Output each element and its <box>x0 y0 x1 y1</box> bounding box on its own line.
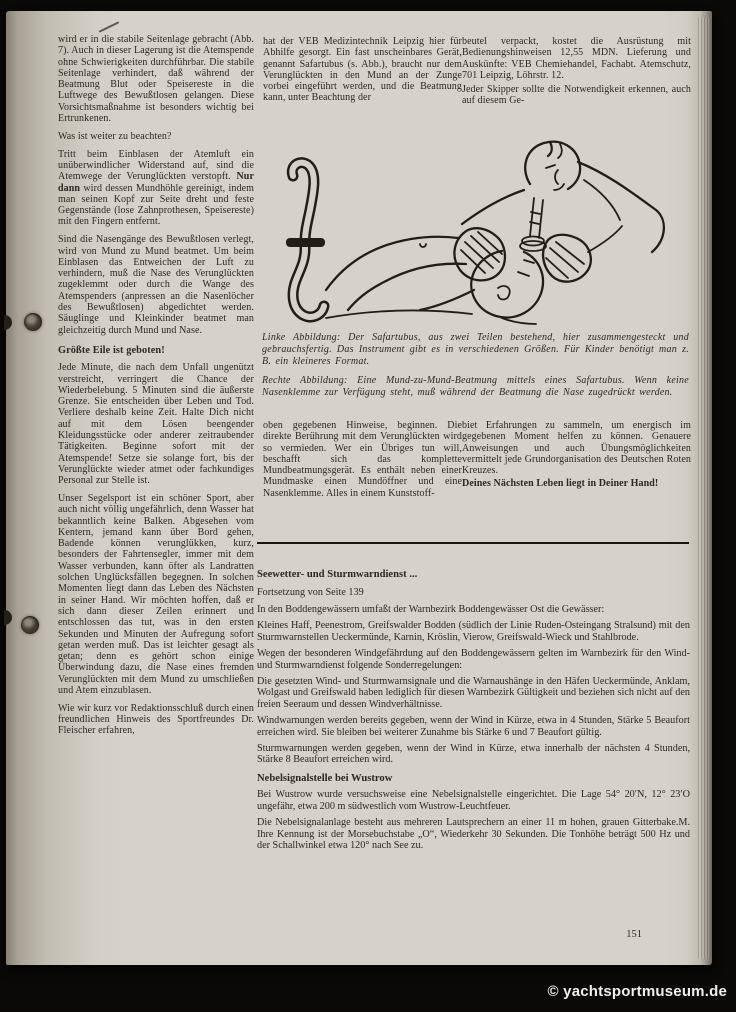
tube-illustration <box>286 163 325 317</box>
paragraph-veb: hat der VEB Medizintechnik Leipzig hier für Abhilfe gesorgt. Ein fast unscheinbares Gerät, genannt Safartubus (s. Abb.), braucht nur dem Verunglückten in den Mund an der Zunge vorbei eingeführt werden, und die Beatmung kann, unter Beachtung der <box>263 36 462 104</box>
airway-post: wird dessen Mundhöhle gereinigt, indem man seinen Kopf zur Seite dreht und feste Gegenstände (lose Zahnprothesen, Speisereste) mit den Fingern entfernt. <box>58 182 254 228</box>
paragraph: Kleines Haff, Peenestrom, Greifswalder Bodden (südlich der Linie Ruden-Osteingang Stralsund) mit den Sturmwarnstellen Ueckermünde, Karnin, Kröslin, Vierow, Greifswald-Wieck und Stahlbrode. <box>257 620 690 643</box>
heading-urgency: Größte Eile ist geboten! <box>58 344 165 356</box>
author-initial: M. <box>678 817 690 829</box>
paragraph-kit: beutel verpackt, kostet die Ausrüstung mit Bedienungshinweisen 12,55 MDN. Lieferung und Auskünfte: VEB Chemiehandel, Fachabt. Atemschutz, 701 Leipzig, Löhrstr. 12. <box>462 36 691 81</box>
caption-right-figure: Rechte Abbildung: Eine Mund-zu-Mund-Beatmung mittels eines Safartubus. Wenn keine Nasenklemme zur Verfügung steht, muß während der Beatmung die Nase zugedrückt werden. <box>262 374 689 398</box>
resuscitation-illustration <box>262 140 687 326</box>
paragraph-device: oben gegebenen Hinweise, beginnen. Die direkte Berührung mit dem Verunglückten wird so vermieden. Wer ein Übriges tun will, beschafft sich das komplette Mundbeatmungsgerät. Es enthält neben einer Mundmaske einen Mundöffner und eine Nasenklemme. Alles in einem Kunststoff- <box>263 420 462 499</box>
paragraph-urgency: Jede Minute, die nach dem Unfall ungenützt verstreicht, verringert die Chance der Wiederbelebung. 5 Minuten sind die äußerste Grenze. Sie entscheiden über Leben und Tod. Verliere deshalb keine Zeit. Halte Dich nicht auf mit dem Lösen beengender Kleidungsstücke oder anderer zeitraubender Tätigkeiten. Beginne sofort mit der Atemspende! Setze sie solange fort, bis der Verunglückte wieder atmet oder fachkundiges Personal zur Stelle ist. <box>58 362 254 487</box>
watermark: © yachtsportmuseum.de <box>547 983 727 1000</box>
middle-column-bottom <box>263 420 462 506</box>
binder-hole-bottom <box>21 616 39 634</box>
safartubus-drawing <box>262 140 687 326</box>
middle-column-top <box>263 36 462 110</box>
paragraph-nose: Sind die Nasengänge des Bewußtlosen verlegt, wird von Mund zu Mund beatmet. Um beim Einblasen das Entweichen der Luft zu verhindern, muß die Nase des Verunglückten zugeklemmt oder durch die Wange des Atemspenders (anpressen an die Nasenlöcher des Bewußtlosen) abgedichtet werden. Säuglinge und Kleinkinder beatmet man gleichzeitig durch Mund und Nase. <box>58 234 254 336</box>
paragraph: Die gesetzten Wind- und Sturmwarnsignale und die Warnaushänge in den Häfen Ueckermünde, Anklam, Wolgast und Greifswald haben lediglich für diesen Warnbezirk Gültigkeit und beziehen sich nicht auf den freien Seeraum und dessen Windverhältnisse. <box>257 675 690 710</box>
binder-hole-top <box>24 313 42 331</box>
paragraph-skipper: Jeder Skipper sollte die Notwendigkeit erkennen, auch auf diesem Ge- <box>462 84 691 107</box>
sea-weather-section <box>257 569 690 856</box>
paragraph-with-author <box>257 817 690 852</box>
paragraph: Sturmwarnungen werden gegeben, wenn der Wind in Kürze, etwa innerhalb der nächsten 4 Stunden, Stärke 8 Beaufort erreichen wird. <box>257 742 690 766</box>
paragraph-appeal: Deines Nächsten Leben liegt in Deiner Hand! <box>462 478 659 490</box>
airway-pre: Tritt beim Einblasen der Atemluft ein unüberwindlicher Widerstand auf, sind die Atemwege der Verunglückten verstopft. <box>58 148 254 183</box>
heading-fog-signal: Nebelsignalstelle bei Wustrow <box>257 772 393 784</box>
figure-captions <box>262 332 689 406</box>
figures-sketch <box>326 142 664 324</box>
paragraph-text: Die Nebelsignalanlage besteht aus mehreren Lautsprechern an einer 11 m hohen, grauen Gitterbake. Ihre Kennung ist der Morsebuchstabe „O“, Wiederkehr 30 Sekunden. Die Tonhöhe beträgt 500 Hz und der Schallwinkel etwa 120° nach See zu. <box>257 817 690 852</box>
paragraph-sailing: Unser Segelsport ist ein schöner Sport, aber auch nicht völlig ungefährlich, denn Wasser hat bekanntlich keine Balken. Abgesehen vom Kentern, jemand kann über Bord gehen, Badende können verunglükken, kurz, besonders der Fahrtensegler, immer mit dem Wasser verbunden, kann öfter als Landratten solchen Unglücksfällen begegnen. In solchen Momenten liegt dann das Leben des Nächsten in seiner Hand. Wir möchten hoffen, daß er sich dann dieser Zeilen erinnert und entschlossen das tut, was in den ersten Sekunden und Minuten der Aufregung sofort getan werden muß. Das ist leichter gesagt als getan; denn es gehört schon einige Überwindung dazu, die Nase eines fremden Verunglückten mit dem Mund zu umschließen und Atem einzublasen. <box>58 492 254 697</box>
page-number: 151 <box>626 929 642 940</box>
paragraph: Bei Wustrow wurde versuchsweise eine Nebelsignalstelle eingerichtet. Die Lage 54° 20′N, 12° 23′O ungefähr, etwa 200 m südwestlich vom Wustrow-Leuchtfeuer. <box>257 789 690 812</box>
airway-emphasis: Nur dann <box>58 171 254 194</box>
paragraph: Wegen der besonderen Windgefährdung auf den Boddengewässern gelten im Warnbezirk für den Wind- und Sturmwarndienst folgende Sonderregelungen: <box>257 647 690 671</box>
page-stack-edge <box>698 17 709 959</box>
paragraph: wird er in die stabile Seitenlage gebracht (Abb. 7). Auch in dieser Lagerung ist die Atemspende ohne Schwierigkeiten durchführbar. Die stabile Seitenlage verhindert, daß während der Beatmung Blut oder Speisereste in die Luftwege des Bewußtlosen gelangen. Diese Vorsichtsmaßnahme ist besonders wichtig bei Ertrunkenen. <box>58 34 254 125</box>
left-column <box>58 34 254 743</box>
paragraph: Windwarnungen werden bereits gegeben, wenn der Wind in Kürze, etwa in 4 Stunden, Stärke 5 Beaufort erreichen wird. Sie bleiben bei weiterer Zunahme bis Stärke 6 und 7 Beaufort gültig. <box>257 714 690 738</box>
section-divider <box>257 542 689 544</box>
paragraph: In den Boddengewässern umfaßt der Warnbezirk Boddengewässer Ost die Gewässer: <box>257 604 605 616</box>
caption-left-figure: Linke Abbildung: Der Safartubus, aus zwei Teilen bestehend, hier zusammengesteckt und gebrauchsfertig. Das Instrument gibt es in verschiedenen Größen. Für Kinder benötigt man z. B. ein kleineres Format. <box>262 332 689 367</box>
paragraph-question: Was ist weiter zu beachten? <box>58 130 172 142</box>
continuation-note: Fortsetzung von Seite 139 <box>257 586 364 598</box>
paragraph-experience: biet Erfahrungen zu sammeln, um energisch im gegebenen Moment helfen zu können. Genauere Anweisungen und auch Übungsmöglichkeiten vermittelt jede Grundorganisation des Deutschen Roten Kreuzes. <box>462 420 691 477</box>
right-column-bottom <box>462 420 691 496</box>
paragraph-editorial: Wie wir kurz vor Redaktionsschluß durch einen freundlichen Hinweis des Sportfreundes Dr. Fleischer erfahren, <box>58 702 254 737</box>
heading-sea-weather: Seewetter- und Sturmwarndienst ... <box>257 569 418 580</box>
right-column-top <box>462 36 691 113</box>
paragraph-airway <box>58 149 254 228</box>
